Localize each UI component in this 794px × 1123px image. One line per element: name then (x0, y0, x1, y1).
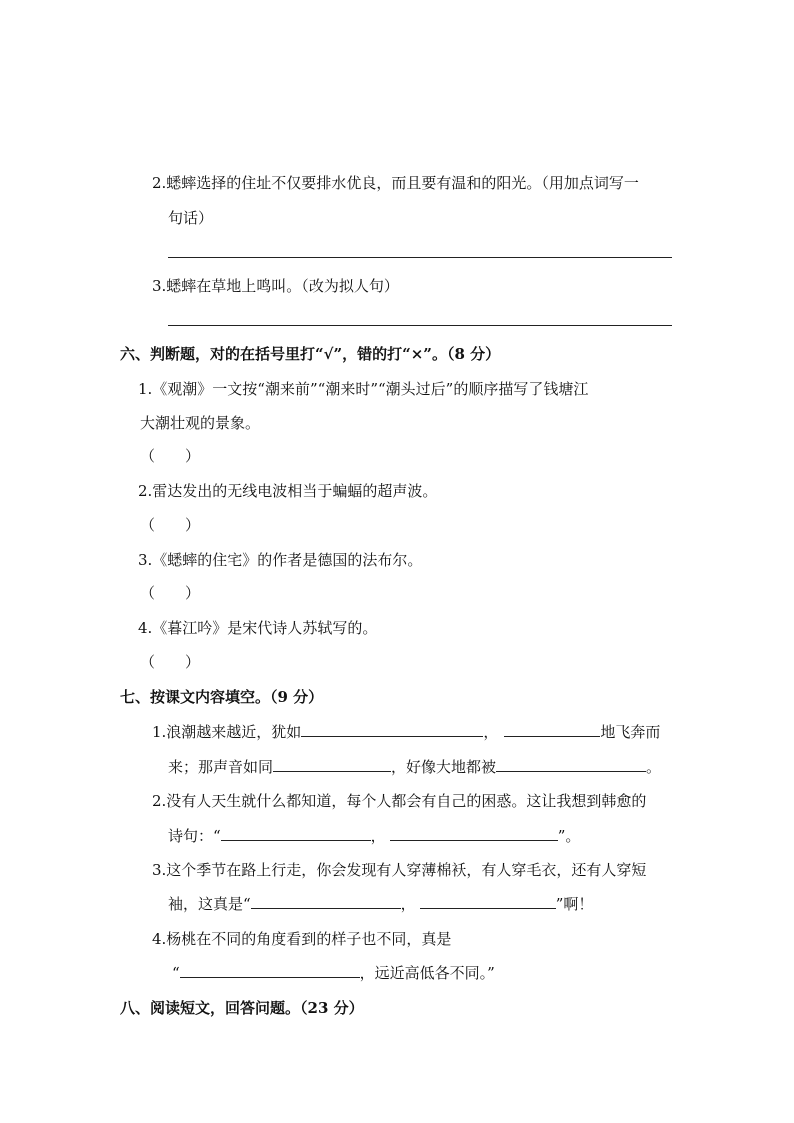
s7-q1-blank-4[interactable] (496, 757, 646, 772)
s7-q1-text-c: 地飞奔而 (600, 723, 661, 741)
s7-q1-text-d: 来；那声音如同 (168, 758, 274, 776)
s5-q3-answer-line[interactable] (168, 325, 672, 326)
s6-q1-line2: 大潮壮观的景象。 (140, 414, 261, 432)
s7-q3-blank-2[interactable] (420, 894, 556, 909)
s7-q1-line1 (152, 722, 660, 742)
s6-q2: 2.雷达发出的无线电波相当于蝙蝠的超声波。 (138, 482, 438, 500)
s7-q1-blank-3[interactable] (273, 757, 391, 772)
s7-q3-blank-1[interactable] (251, 894, 401, 909)
s7-q4-text-a: “ (172, 964, 180, 982)
s5-q2-line1: 2.蟋蟀选择的住址不仅要排水优良，而且要有温和的阳光。（用加点词写一 (152, 174, 639, 192)
s7-q1-blank-2[interactable] (504, 722, 600, 737)
s7-q4-text-b: ，远近高低各不同。” (359, 964, 495, 982)
s6-q4: 4.《暮江吟》是宋代诗人苏轼写的。 (138, 619, 378, 637)
s7-q2-text-c: ”。 (557, 827, 581, 845)
s7-q2-text-a: 诗句：“ (168, 827, 221, 845)
s6-q4-bracket[interactable]: （ ） (140, 653, 201, 671)
s7-q3-text-c: ”啊！ (555, 895, 594, 913)
s7-q2-line1: 2.没有人天生就什么都知道，每个人都会有自己的困惑。这让我想到韩愈的 (152, 792, 647, 810)
s7-q2-blank-2[interactable] (390, 826, 558, 841)
s7-q1-line2 (168, 757, 661, 777)
s7-q1-blank-1[interactable] (301, 722, 483, 737)
s6-q3: 3.《蟋蟀的住宅》的作者是德国的法布尔。 (138, 551, 423, 569)
s7-q3-text-a: 袖，这真是“ (168, 895, 251, 913)
s5-q2-answer-line[interactable] (168, 257, 672, 258)
s6-q1-bracket[interactable]: （ ） (140, 447, 201, 465)
s7-q3-line2 (168, 894, 593, 914)
s7-q3-line1: 3.这个季节在路上行走，你会发现有人穿薄棉袄，有人穿毛衣，还有人穿短 (152, 861, 647, 879)
s7-q1-text-b: ， (483, 723, 499, 741)
s7-q4-line2 (172, 963, 495, 983)
s7-q1-text-e: ，好像大地都被 (391, 758, 497, 776)
s8-heading: 八、阅读短文，回答问题。（23 分） (120, 999, 364, 1017)
s7-q1-text-f: 。 (646, 758, 662, 776)
s6-q1-line1: 1.《观潮》一文按“潮来前”“潮来时”“潮头过后”的顺序描写了钱塘江 (138, 380, 589, 398)
s5-q2-line2: 句话） (168, 209, 214, 227)
s7-q4-blank-1[interactable] (180, 963, 360, 978)
s7-heading: 七、按课文内容填空。（9 分） (120, 688, 324, 706)
s7-q1-text-a: 1.浪潮越来越近，犹如 (152, 723, 302, 741)
s7-q2-text-b: ， (370, 827, 386, 845)
s7-q2-blank-1[interactable] (221, 826, 371, 841)
s6-q3-bracket[interactable]: （ ） (140, 584, 201, 602)
s7-q2-line2 (168, 826, 580, 846)
s6-heading: 六、判断题，对的在括号里打“√”，错的打“×”。（8 分） (120, 345, 501, 363)
s5-q3: 3.蟋蟀在草地上鸣叫。（改为拟人句） (152, 277, 399, 295)
s6-q2-bracket[interactable]: （ ） (140, 516, 201, 534)
s7-q4-line1: 4.杨桃在不同的角度看到的样子也不同，真是 (152, 930, 452, 948)
s7-q3-text-b: ， (400, 895, 416, 913)
